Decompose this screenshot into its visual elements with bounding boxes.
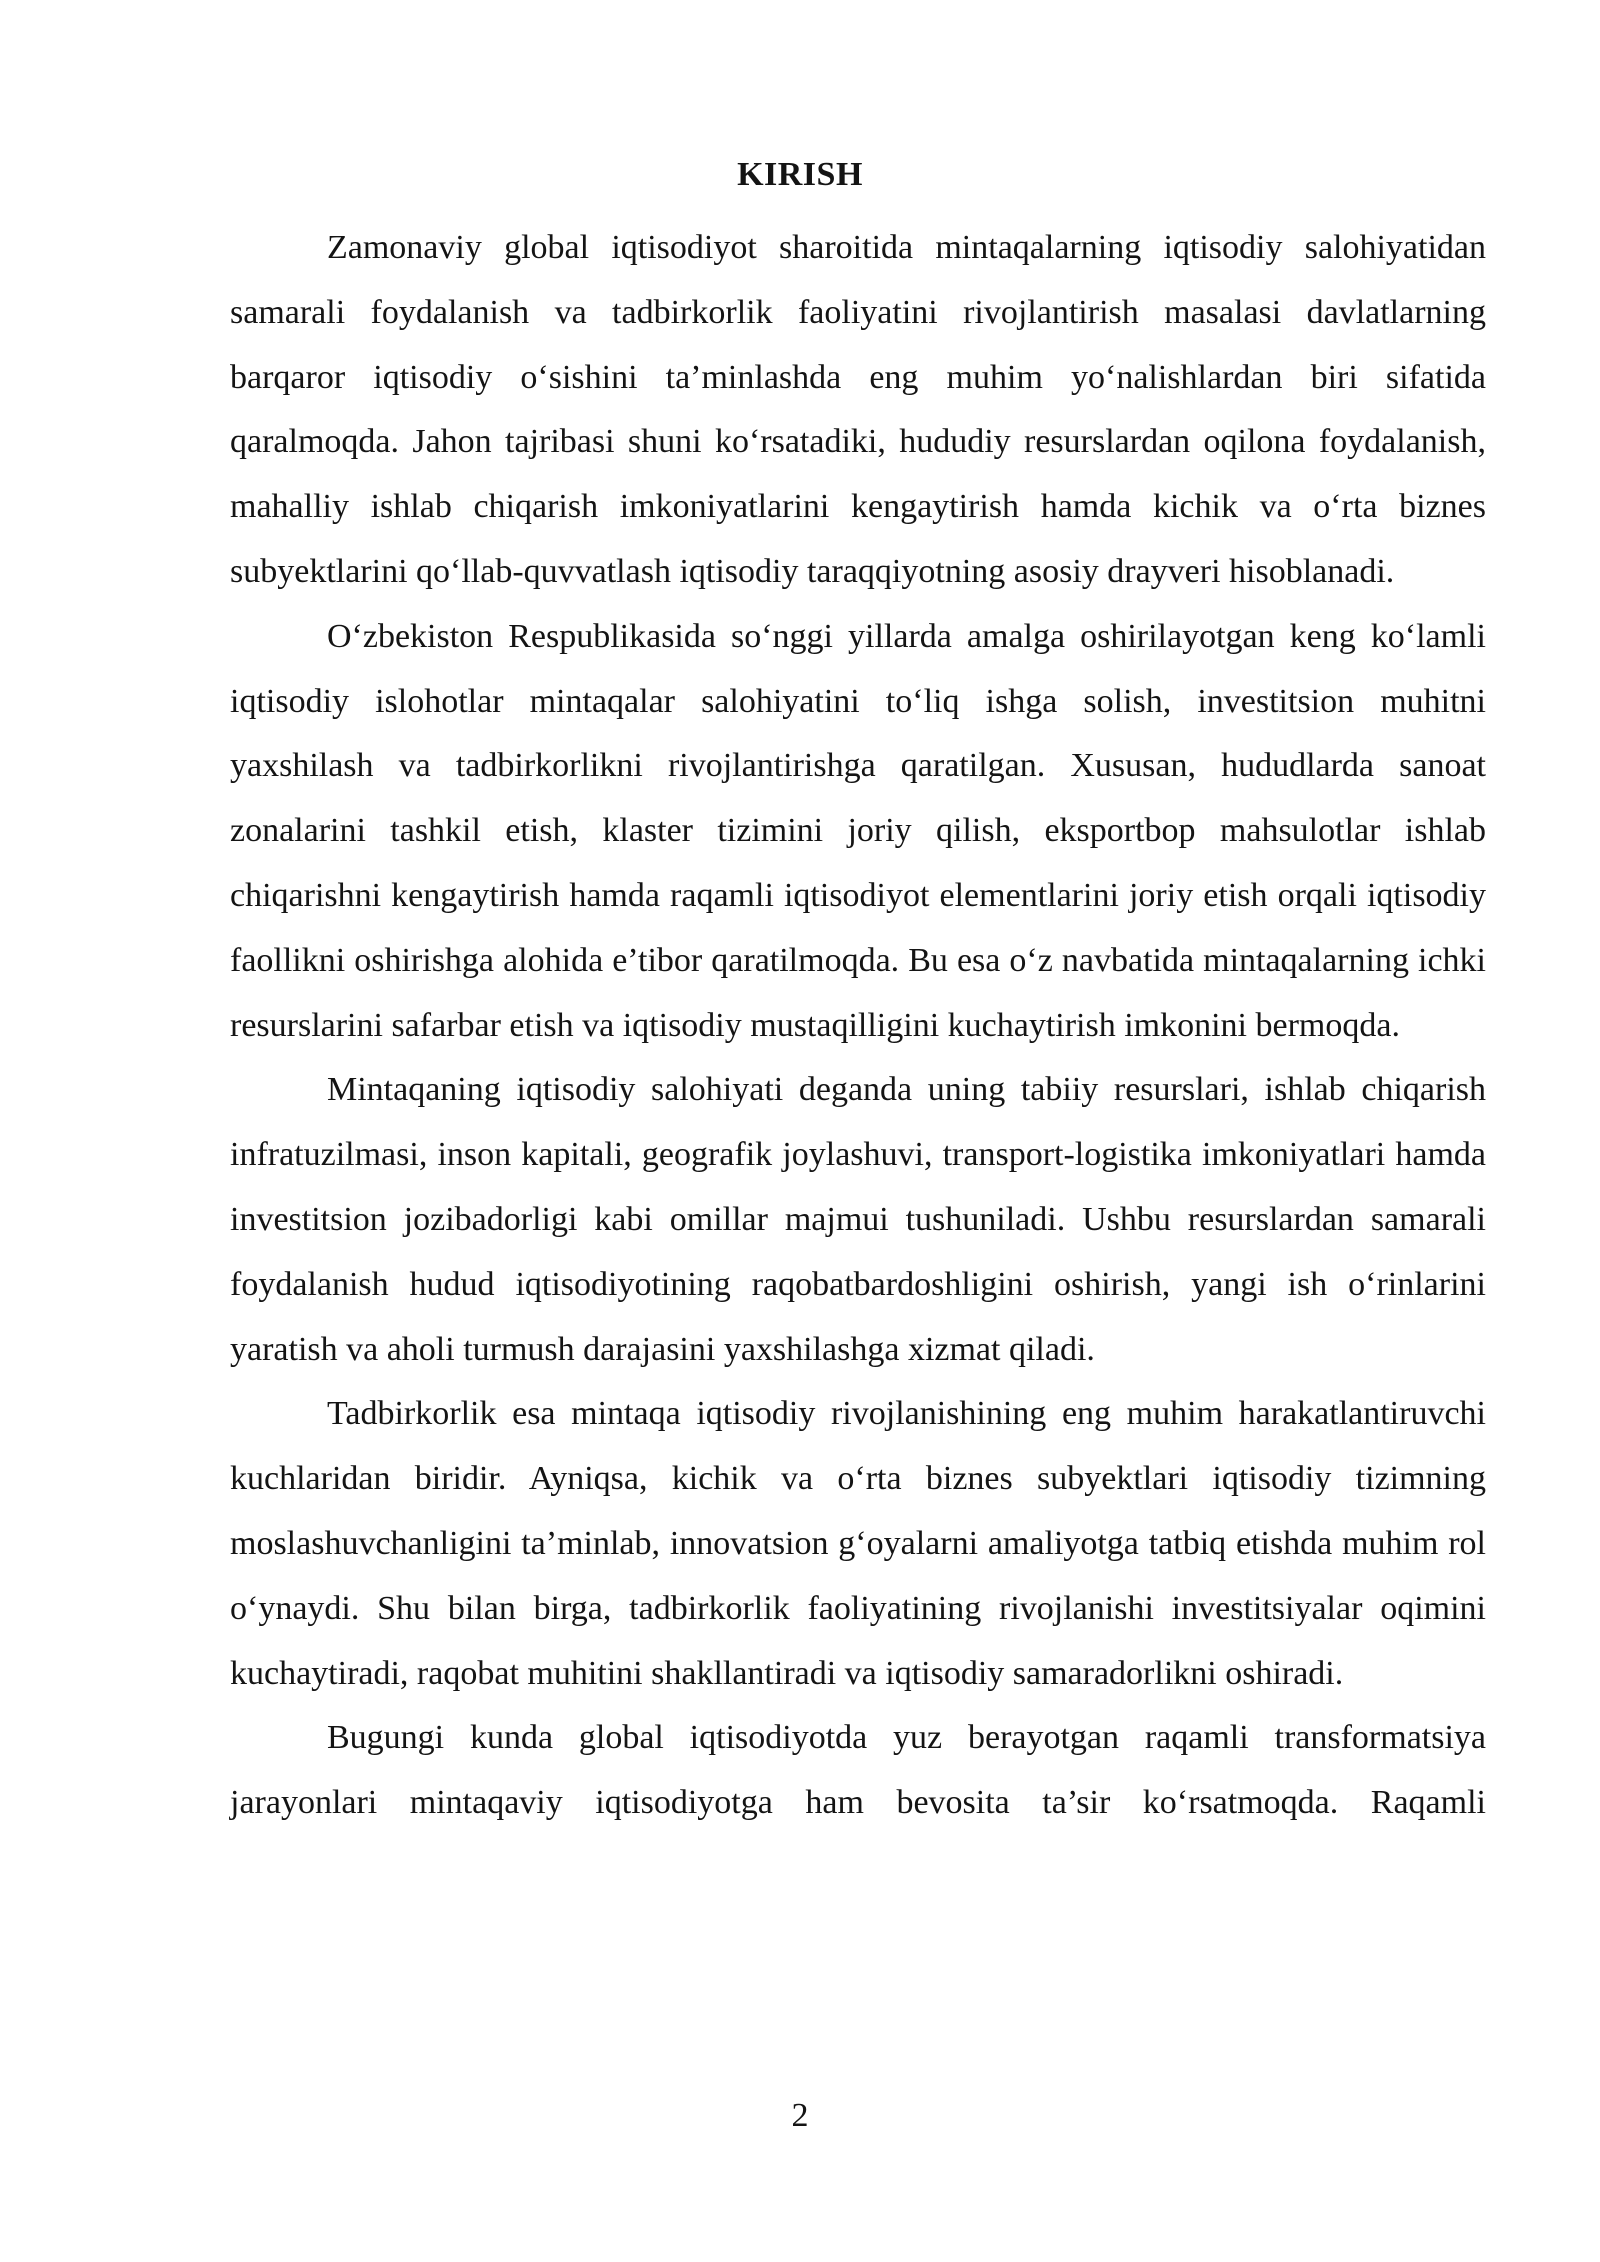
paragraph: Tadbirkorlik esa mintaqa iqtisodiy rivojlanishining eng muhim harakatlantiruvchi kuchlaridan biridir. Ayniqsa, kichik va o‘rta biznes subyektlari iqtisodiy tizimning moslashuvchanligini ta’minlab, innovatsion g‘oyalarni amaliyotga tatbiq etishda muhim rol o‘ynaydi. Shu bilan birga, tadbirkorlik faoliyatining rivojlanishi investitsiyalar oqimini kuchaytiradi, raqobat muhitini shakllantiradi va iqtisodiy samaradorlikni oshiradi. xyxy=(230,1395,1486,1692)
paragraph: Mintaqaning iqtisodiy salohiyati deganda uning tabiiy resurslari, ishlab chiqarish infratuzilmasi, inson kapitali, geografik joylashuvi, transport-logistika imkoniyatlari hamda investitsion jozibadorligi kabi omillar majmui tushuniladi. Ushbu resurslardan samarali foydalanish hudud iqtisodiyotining raqobatbardoshligini oshirish, yangi ish o‘rinlarini yaratish va aholi turmush darajasini yaxshilashga xizmat qiladi. xyxy=(230,1071,1486,1368)
section-title: KIRISH xyxy=(737,156,863,193)
paragraph: Zamonaviy global iqtisodiyot sharoitida mintaqalarning iqtisodiy salohiyatidan samarali foydalanish va tadbirkorlik faoliyatini rivojlantirish masalasi davlatlarning barqaror iqtisodiy o‘sishini ta’minlashda eng muhim yo‘nalishlardan biri sifatida qaralmoqda. Jahon tajribasi shuni ko‘rsatadiki, hududiy resurslardan oqilona foydalanish, mahalliy ishlab chiqarish imkoniyatlarini kengaytirish hamda kichik va o‘rta biznes subyektlarini qo‘llab-quvvatlash iqtisodiy taraqqiyotning asosiy drayveri hisoblanadi. xyxy=(230,229,1486,590)
page-number: 2 xyxy=(791,2097,809,2134)
paragraph: Bugungi kunda global iqtisodiyotda yuz berayotgan raqamli transformatsiya jarayonlari mintaqaviy iqtisodiyotga ham bevosita ta’sir ko‘rsatmoqda. Raqamli xyxy=(230,1719,1486,1822)
paragraph: O‘zbekiston Respublikasida so‘nggi yillarda amalga oshirilayotgan keng ko‘lamli iqtisodiy islohotlar mintaqalar salohiyatini to‘liq ishga solish, investitsion muhitni yaxshilash va tadbirkorlikni rivojlantirishga qaratilgan. Xususan, hududlarda sanoat zonalarini tashkil etish, klaster tizimini joriy qilish, eksportbop mahsulotlar ishlab chiqarishni kengaytirish hamda raqamli iqtisodiyot elementlarini joriy etish orqali iqtisodiy faollikni oshirishga alohida e’tibor qaratilmoqda. Bu esa o‘z navbatida mintaqalarning ichki resurslarini safarbar etish va iqtisodiy mustaqilligini kuchaytirish imkonini bermoqda. xyxy=(230,617,1486,1044)
body-text xyxy=(230,216,1486,1836)
